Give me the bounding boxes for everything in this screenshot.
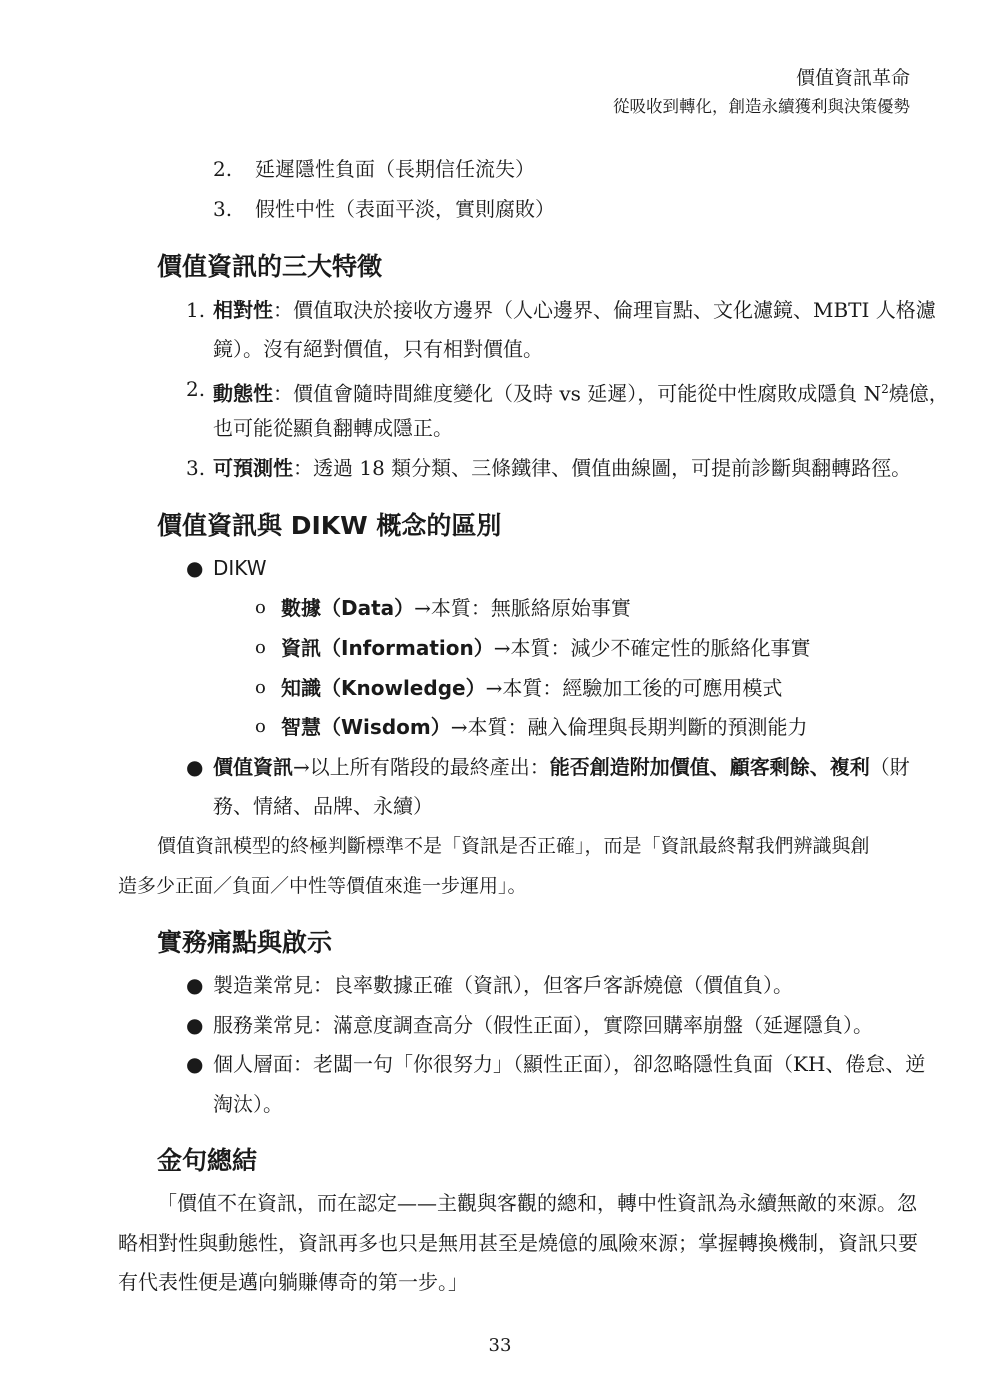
item-text: ：價值取決於接收方邊界（人心邊界、倫理盲點、文化濾鏡、MBTI 人格濾 [273,298,936,322]
bullet-icon: ● [186,556,204,580]
sub-item-text: →本質：減少不確定性的脈絡化事實 [493,636,811,660]
item-text-tail: （財 [869,755,910,779]
quote-line: 「價值不在資訊，而在認定——主觀與客觀的總和，轉中性資訊為永續無敵的來源。忽 [157,1191,917,1215]
header-title: 價值資訊革命 [795,67,910,89]
paragraph-line: 價值資訊模型的終極判斷標準不是「資訊是否正確」，而是「資訊最終幫我們辨識與創 [157,835,870,857]
list-item-continuation: 鏡）。沒有絕對價值，只有相對價值。 [213,337,543,361]
term-bold: 智慧（Wisdom） [281,715,451,739]
list-number: 3. [186,456,206,480]
section-heading: 價值資訊的三大特徵 [157,252,383,281]
bullet-item: 製造業常見：良率數據正確（資訊），但客戶客訴燒億（價值負）。 [213,973,793,997]
sub-item [281,631,810,665]
bold-text: 能否創造附加價值、顧客剩餘、複利 [549,755,870,779]
header-subtitle: 從吸收到轉化，創造永續獲利與決策優勢 [613,97,910,116]
paragraph-line: 造多少正面／負面／中性等價值來進一步運用」。 [118,875,527,897]
section-heading: 實務痛點與啟示 [157,928,333,957]
list-item-text: 假性中性（表面平淡，實則腐敗） [255,197,555,221]
term-bold: 資訊（Information） [281,636,494,660]
sub-item-text: →本質：融入倫理與長期判斷的預測能力 [450,715,808,739]
term-bold: 價值資訊 [213,755,293,779]
running-header [613,64,910,122]
sub-item [281,710,807,744]
circle-bullet-icon: o [255,637,266,658]
sub-item-text: →本質：無脈絡原始事實 [414,596,631,620]
sub-item-text: →本質：經驗加工後的可應用模式 [485,676,783,700]
term-bold: 可預測性 [213,456,293,480]
item-text: ：透過 18 類分類、三條鐵律、價值曲線圖，可提前診斷與翻轉路徑。 [293,456,912,480]
bullet-item-continuation: 務、情緒、品牌、永續） [213,794,433,818]
list-item [213,372,949,411]
bullet-icon: ● [186,755,204,779]
page-number: 33 [488,1335,512,1356]
bullet-item: 個人層面：老闆一句「你很努力」（顯性正面），卻忽略隱性負面（KH、倦怠、逆 [213,1052,926,1076]
term-bold: 數據（Data） [281,596,415,620]
list-item [213,451,911,485]
item-text-tail: 燒億， [888,381,949,406]
circle-bullet-icon: o [255,716,266,737]
list-number: 2. [186,377,206,401]
term-bold: 動態性 [213,381,273,406]
circle-bullet-icon: o [255,597,266,618]
bullet-label: DIKW [213,556,267,580]
bullet-item: 服務業常見：滿意度調查高分（假性正面），實際回購率崩盤（延遲隱負）。 [213,1013,873,1037]
list-item-text: 延遲隱性負面（長期信任流失） [255,157,535,181]
quote-line: 略相對性與動態性，資訊再多也只是無用甚至是燒億的風險來源；掌握轉換機制，資訊只要 [118,1231,918,1255]
term-bold: 相對性 [213,298,273,322]
item-text: →以上所有階段的最終產出： [293,755,550,779]
list-number: 2. [213,157,233,181]
list-number: 1. [186,298,206,322]
superscript: 2 [881,382,889,396]
bullet-icon: ● [186,1013,204,1037]
list-number: 3. [213,197,233,221]
list-item [213,293,936,327]
list-item-continuation: 也可能從顯負翻轉成隱正。 [213,416,453,440]
circle-bullet-icon: o [255,677,266,698]
quote-line: 有代表性便是邁向躺賺傳奇的第一步。」 [118,1270,468,1294]
section-heading: 價值資訊與 DIKW 概念的區別 [157,511,502,540]
item-text: ：價值會隨時間維度變化（及時 vs 延遲），可能從中性腐敗成隱負 N [273,381,882,406]
section-heading: 金句總結 [157,1146,258,1175]
sub-item [281,671,782,705]
bullet-item [213,750,910,784]
bullet-icon: ● [186,1052,204,1076]
bullet-item-continuation: 淘汰）。 [213,1092,283,1116]
term-bold: 知識（Knowledge） [281,676,486,700]
bullet-icon: ● [186,973,204,997]
sub-item [281,591,631,625]
